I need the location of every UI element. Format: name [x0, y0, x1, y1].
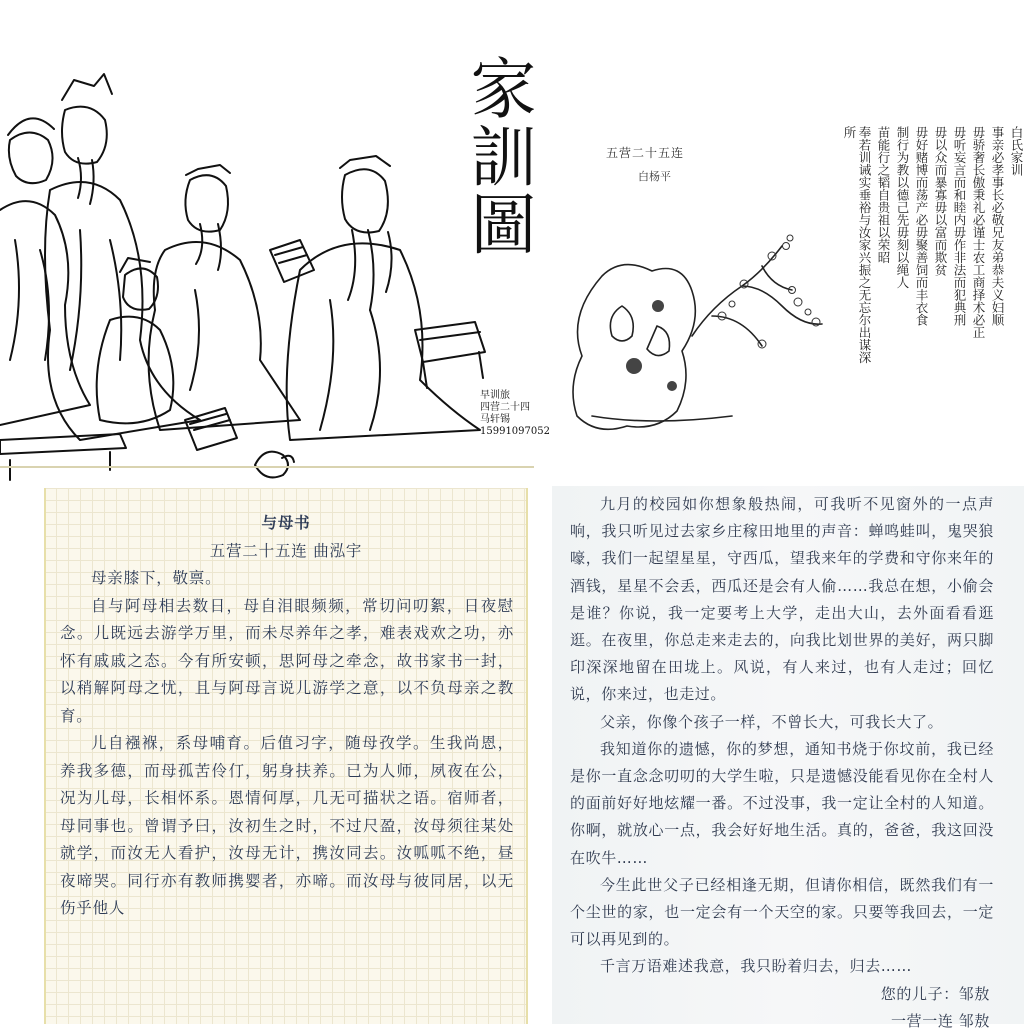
letter-author: 五营二十五连 曲泓宇 [209, 542, 363, 560]
family-instruction-drawing [0, 40, 550, 468]
header-unit: 五营二十五连 [606, 146, 685, 160]
letter-paragraph: 父亲，你像个孩子一样，不曾长大，可我长大了。 [600, 712, 944, 731]
letter-paragraph: 九月的校园如你想象般热闹，可我听不见窗外的一点声响，我只听见过去家乡庄稼田地里的声音：蝉鸣蛙叫，鬼哭狼嚎，我们一起望星星，守西瓜，望我来年的学费和守你来年的酒钱，星星不会丢，西瓜还是会有人偷……我总在想，小偷会是谁？你说，我一定要考上大学，走出大山，去外面看看逛逛。在夜里，你总走来走去的，向我比划世界的美好，两只脚印深深地留在田垅上。风说，有人来过，也有人走过；回忆说，你来过，也走过。 [570, 495, 994, 704]
motto-column: 苗能行之韬自贵祖以荣昭 [876, 126, 891, 264]
rock-and-plum-sketch [562, 216, 832, 456]
motto-column: 奉若训诫实垂裕与汝家兴振之无忘尔出谋深所 [842, 126, 872, 364]
family-motto-columns [842, 126, 1024, 366]
motto-column: 事亲必孝事长必敬兄友弟恭夫义妇顺 [990, 126, 1005, 326]
motto-column: 白氏家训 [1009, 126, 1024, 176]
motto-column: 毋骄奢长傲秉礼必谨士农工商择术必正 [971, 126, 986, 339]
letter-paragraph: 千言万语难述我意，我只盼着归去，归去…… [600, 957, 913, 976]
caption-line: 15991097052 [480, 426, 550, 437]
caption-line: 早训旅 [480, 390, 510, 401]
letter-signature-unit: 一营一连 邹敖 [891, 1011, 990, 1030]
letter-to-father [552, 486, 1024, 1030]
header-name: 白杨平 [638, 170, 671, 183]
letter-paragraph: 自与阿母相去数日，母自泪眼频频，常切问叨絮，日夜慰念。儿既远去游学万里，而未尽养年之孝，难表戏欢之功，亦怀有戚戚之态。今有所安顿，思阿母之牵念，故书家书一封，以稍解阿母之忧，且与阿母言说儿游学之意，以不负母亲之教育。 [60, 596, 514, 725]
letter-paragraph: 儿自襁褓，系母哺育。后值习字，随母孜学。生我尚恩，养我多德，而母孤苦伶仃，躬身扶养。已为人师，夙夜在公，况为儿母，长相怀系。恩情何厚，几无可描状之语。宿师者，母同事也。曾谓予曰，汝初生之时，不过尺盈，汝母须往某处就学，而汝无人看护，汝母无计，携汝同去。汝呱呱不绝，昼夜啼哭。同行亦有教师携婴者，亦啼。而汝母与彼同居，以无伤乎他人 [60, 734, 514, 917]
letter-signature: 您的儿子：邹敖 [880, 984, 990, 1003]
motto-column: 制行为教以德己先毋刻以绳人 [895, 126, 910, 289]
letter-paragraph: 我知道你的遗憾，你的梦想，通知书烧于你坟前，我已经是你一直念念叨叨的大学生啦，只是遗憾没能看见你在全村人的面前好好地炫耀一番。不过没事，我一定让全村的人知道。你啊，就放心一点，我会好好地生活。真的，爸爸，我这回没在吹牛…… [570, 739, 994, 867]
motto-column: 毋听妄言而和睦内毋作非法而犯典刑 [952, 126, 967, 326]
letter-title: 与母书 [261, 514, 311, 532]
family-motto-drawing [562, 96, 1024, 448]
letter-to-mother [44, 488, 528, 1024]
calligraphy-title: 家訓圖 [459, 54, 536, 258]
caption-line: 马轩锡 [480, 414, 510, 425]
artist-caption [480, 390, 550, 438]
frame-edge [0, 466, 534, 468]
caption-line: 四营二十四 [480, 402, 530, 413]
motto-column: 毋以众而暴寡毋以富而欺贫 [933, 126, 948, 276]
figures-ink-sketch [0, 40, 534, 468]
motto-column: 毋好赌博而荡产必毋聚善饲而丰衣食 [914, 126, 929, 326]
letter-salutation: 母亲膝下，敬禀。 [91, 569, 222, 587]
letter-paragraph: 今生此世父子已经相逢无期，但请你相信，既然我们有一个尘世的家，也一定会有一个天空的家。只要等我回去，一定可以再见到的。 [570, 875, 994, 949]
